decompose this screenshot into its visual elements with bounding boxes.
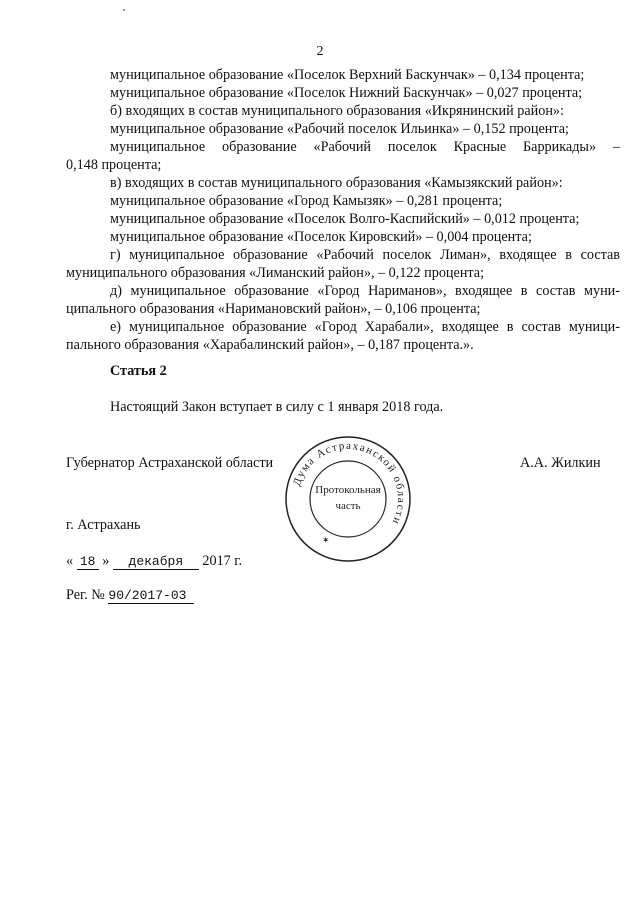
star-icon: ✶ <box>322 535 330 545</box>
text-line: муниципальное образование «Поселок Верхний Баскунчак» – 0,134 процента; <box>110 67 585 83</box>
text-line: муниципальное образование «Город Камызяк» – 0,281 процента; <box>110 193 503 209</box>
stamp-center-text: часть <box>335 500 361 512</box>
text-line: муниципального образования «Лиманский район», – 0,122 процента; <box>66 265 485 281</box>
seal-stamp <box>282 433 414 565</box>
scan-speck <box>123 9 125 11</box>
signatory-name: А.А. Жилкин <box>520 455 601 471</box>
date-month: декабря <box>113 555 199 570</box>
article-text: Настоящий Закон вступает в силу с 1 января 2018 года. <box>110 399 444 415</box>
text-line: б) входящих в состав муниципального образования «Икрянинский район»: <box>110 103 564 119</box>
text-line: муниципальное образование «Поселок Нижний Баскунчак» – 0,027 процента; <box>110 85 583 101</box>
text-line: ципального образования «Наримановский район», – 0,106 процента; <box>66 301 481 317</box>
text-line: г) муниципальное образование «Рабочий поселок Лиман», входящее в состав <box>110 247 620 263</box>
text-line: муниципальное образование «Рабочий поселок Ильинка» – 0,152 процента; <box>110 121 569 137</box>
date-open-quote: « <box>66 553 74 569</box>
text-line: 0,148 процента; <box>66 157 162 173</box>
text-line: в) входящих в состав муниципального образования «Камызякский район»: <box>110 175 563 191</box>
article-heading: Статья 2 <box>110 363 167 379</box>
text-line: пального образования «Харабалинский район», – 0,187 процента.». <box>66 337 474 353</box>
registration-label: Рег. № <box>66 587 105 603</box>
page-number: 2 <box>316 44 324 59</box>
date-day: 18 <box>77 555 99 570</box>
date-close-quote: » <box>102 553 110 569</box>
stamp-ring-text: Дума Астраханской области <box>290 439 408 528</box>
text-line: д) муниципальное образование «Город Нариманов», входящее в состав муни- <box>110 283 620 299</box>
registration-number: 90/2017-03 <box>108 589 194 604</box>
text-line: е) муниципальное образование «Город Харабали», входящее в состав муници- <box>110 319 620 335</box>
stamp-center-text: Протокольная <box>315 484 381 496</box>
date-year: 2017 г. <box>202 553 243 569</box>
registration <box>66 586 194 604</box>
text-line: муниципальное образование «Поселок Кировский» – 0,004 процента; <box>110 229 532 245</box>
text-line: муниципальное образование «Рабочий поселок Красные Баррикады» – <box>110 139 620 155</box>
text-line: муниципальное образование «Поселок Волго-Каспийский» – 0,012 процента; <box>110 211 580 227</box>
city: г. Астрахань <box>66 517 141 533</box>
signing-date <box>66 552 242 570</box>
signatory-title: Губернатор Астраханской области <box>66 455 274 471</box>
